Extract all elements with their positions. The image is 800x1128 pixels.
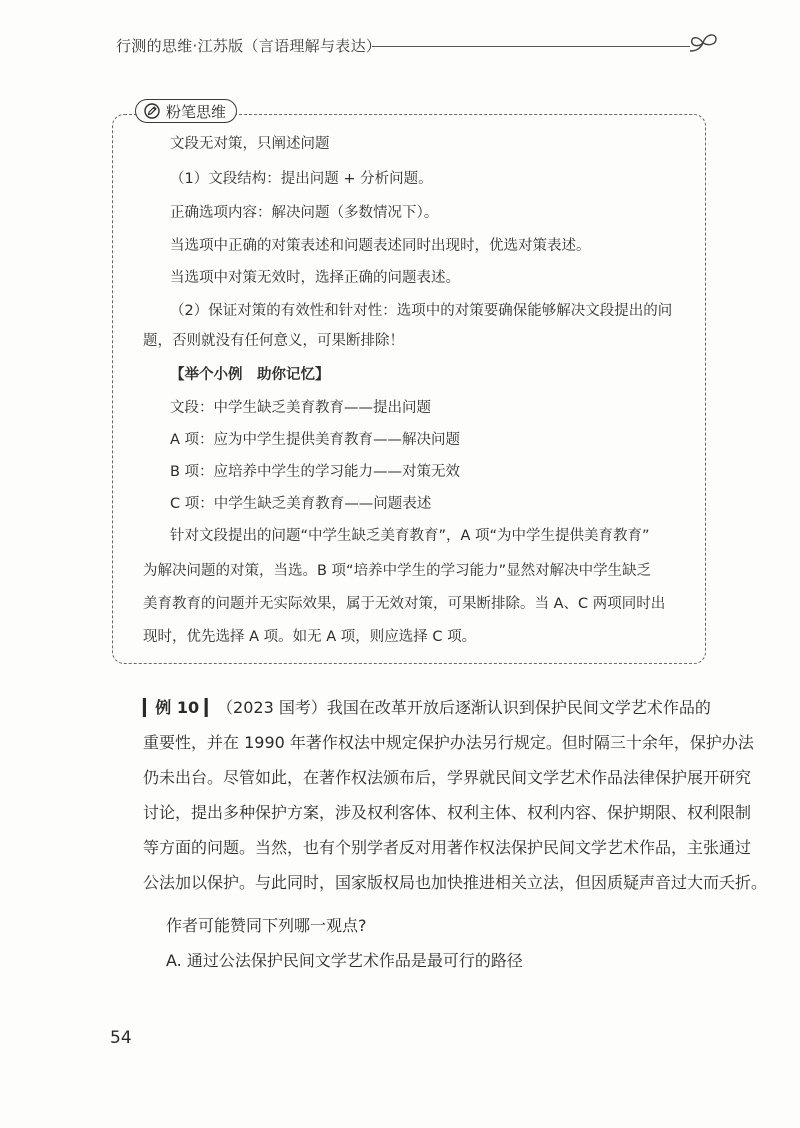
example-line: 重要性，并在 1990 年著作权法中规定保护办法另行规定。但时隔三十余年，保护办法 [143,733,754,752]
page-number: 54 [110,1028,132,1048]
option-a: A. 通过公法保护民间文学艺术作品是最可行的路径 [166,951,523,970]
chalk-line: 为解决问题的对策，当选。B 项“培养中学生的学习能力”显然对解决中学生缺乏 [143,563,652,579]
chalk-line: 美育教育的问题并无实际效果，属于无效对策，可果断排除。当 A、C 两项同时出 [143,596,666,612]
memory-tip-heading: 【举个小例 助你记忆】 [170,367,330,383]
question-stem: 作者可能赞同下列哪一观点? [166,916,367,935]
chalk-line: 当选项中正确的对策表述和问题表述同时出现时，优选对策表述。 [170,238,591,254]
chalk-line: 题，否则就没有任何意义，可果断排除！ [143,333,404,349]
chalk-line: B 项：应培养中学生的学习能力——对策无效 [170,464,461,480]
chalk-line: A 项：应为中学生提供美育教育——解决问题 [170,432,461,448]
chalk-line: 文段无对策，只阐述问题 [170,136,330,152]
running-header [116,33,716,61]
header-rule [372,46,690,47]
chalk-line: C 项：中学生缺乏美育教育——问题表述 [170,496,432,512]
chalk-line: 正确选项内容：解决问题（多数情况下）。 [170,205,439,221]
example-text: （2023 国考）我国在改革开放后逐渐认识到保护民间文学艺术作品的 [217,698,711,717]
example-first-line [143,697,711,719]
chalk-line: （1）文段结构：提出问题 + 分析问题。 [170,171,433,187]
example-line: 公法加以保护。与此同时，国家版权局也加快推进相关立法，但因质疑声音过大而夭折。 [143,873,768,892]
chalk-thinking-tab [135,99,237,123]
chalk-line: 现时，优先选择 A 项。如无 A 项，则应选择 C 项。 [143,629,477,645]
header-title: 行测的思维·江苏版（言语理解与表达） [116,37,382,55]
chalk-line: 针对文段提出的问题“中学生缺乏美育教育”，A 项“为中学生提供美育教育” [170,528,650,544]
chalk-line: （2）保证对策的有效性和针对性：选项中的对策要确保能够解决文段提出的问 [170,303,673,319]
example-line: 等方面的问题。当然，也有个别学者反对用著作权法保护民间文学艺术作品，主张通过 [143,838,752,857]
chalk-thinking-box [112,114,706,664]
pencil-icon [144,103,160,119]
chalk-tab-label: 粉笔思维 [166,102,227,121]
chalk-line: 文段：中学生缺乏美育教育——提出问题 [170,400,431,416]
example-line: 仍未出台。尽管如此，在著作权法颁布后，学界就民间文学艺术作品法律保护展开研究 [143,768,752,787]
example-line: 讨论，提出多种保护方案，涉及权利客体、权利主体、权利内容、保护期限、权利限制 [143,803,752,822]
sprout-icon [686,29,720,57]
chalk-line: 当选项中对策无效时，选择正确的问题表述。 [170,270,460,286]
example-label: ▎例 10 ▎ [143,698,218,717]
